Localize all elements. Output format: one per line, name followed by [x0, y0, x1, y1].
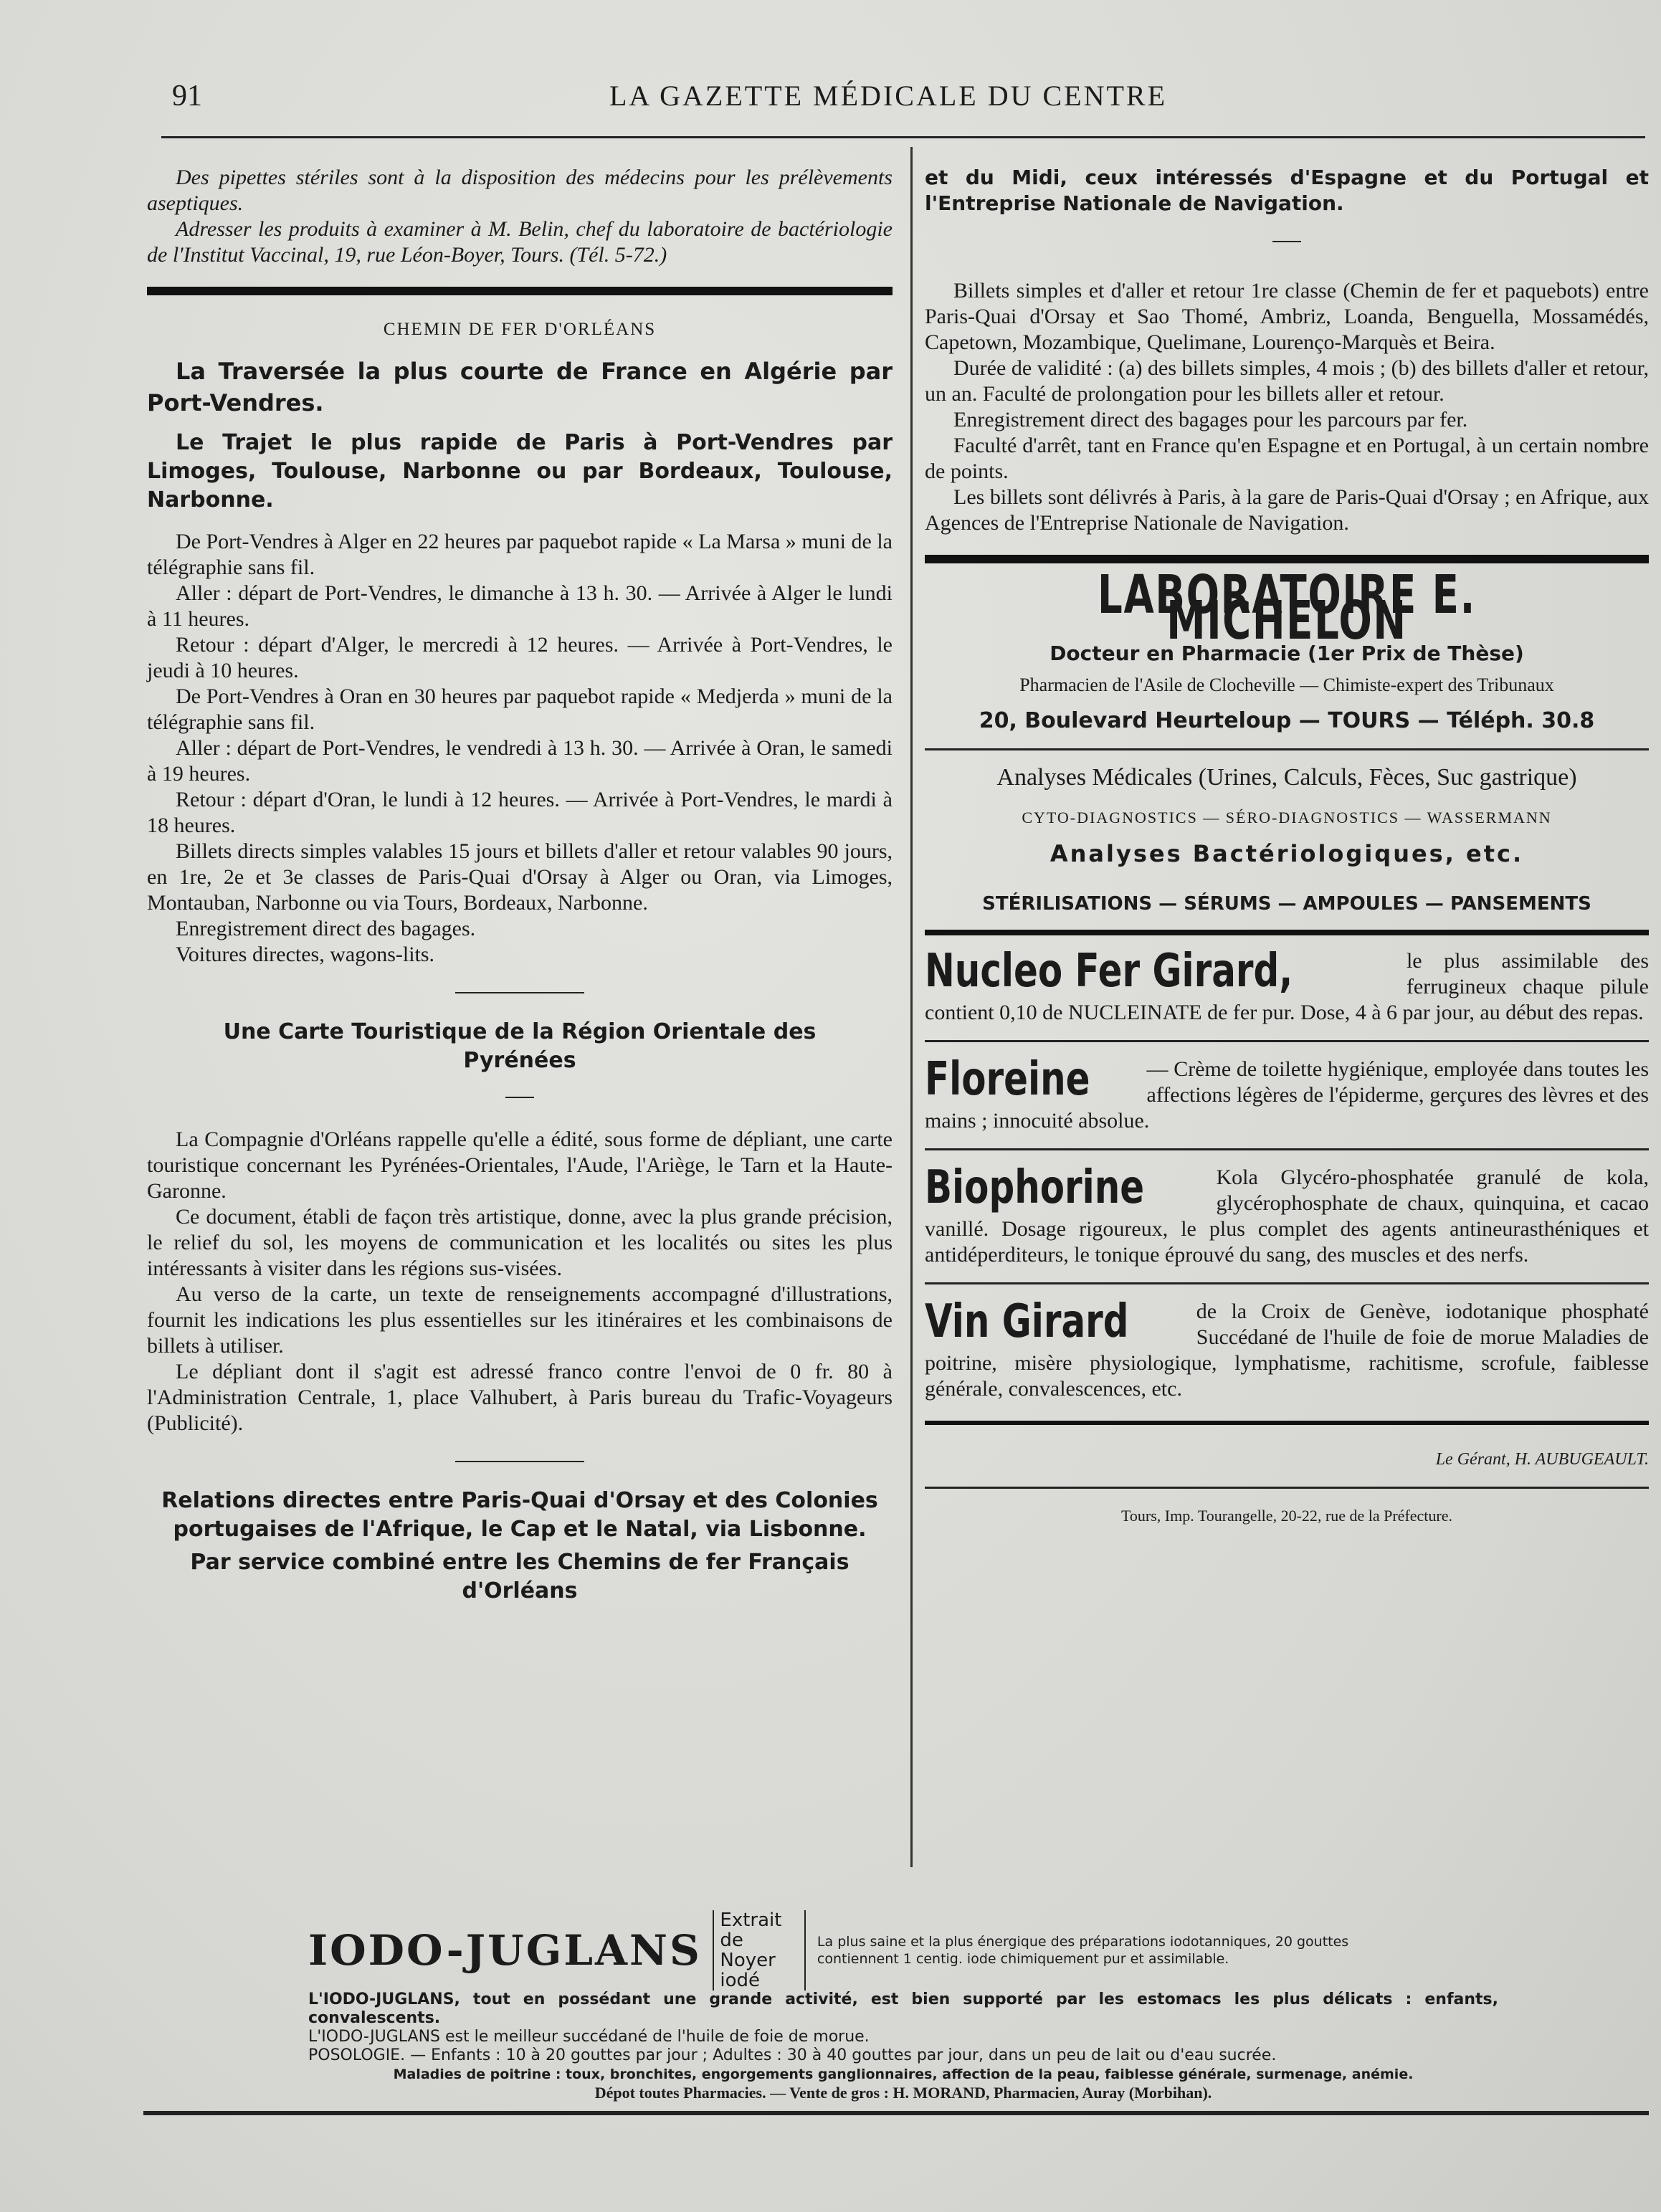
lab-address: 20, Boulevard Heurteloup — TOURS — Téléph. 30.8	[979, 708, 1595, 733]
relations-para: Enregistrement direct des bagages pour les parcours par fer.	[953, 408, 1468, 432]
ad-line: Maladies de poitrine : toux, bronchites, engorgements ganglionnaires, affection de la peau, faiblesse générale, surmenage, anémie.	[393, 2066, 1414, 2082]
product-ad	[925, 1165, 1649, 1268]
product-rule	[925, 1282, 1649, 1284]
section-rule	[925, 930, 1649, 935]
railway-para: Billets directs simples valables 15 jours et billets d'aller et retour valables 90 jours, en 1re, 2e et 3e classes de Paris-Quai d'Orsay à Alger ou Oran, via Limoges, Montauban, Narbonne ou via Tours, Bordeaux, Narbonne.	[147, 839, 893, 915]
intro-para-1: Des pipettes stériles sont à la disposition des médecins pour les prélèvements aseptiques.	[147, 166, 893, 215]
lab-line: CYTO-DIAGNOSTICS — SÉRO-DIAGNOSTICS — WASSERMANN	[1022, 809, 1552, 826]
ad-box: Extrait de Noyer iodé	[713, 1910, 806, 1991]
ad-line: L'IODO-JUGLANS, tout en possédant une grande activité, est bien supporté par les estomacs les plus délicats : enfants, convalescents.	[308, 1991, 1498, 2027]
product-name: Floreine	[925, 1057, 1090, 1106]
ad-title: IODO-JUGLANS	[308, 1926, 702, 1975]
lab-line: Docteur en Pharmacie (1er Prix de Thèse)	[1050, 642, 1524, 665]
product-text: le plus assimilable des ferrugineux chaque pilule contient 0,10 de NUCLEINATE de fer pur. Dose, 4 à 6 par jour, au début des repas.	[925, 949, 1649, 1024]
product-name: Vin Girard	[925, 1299, 1129, 1348]
lab-line: Pharmacien de l'Asile de Clocheville — Chimiste-expert des Tribunaux	[1019, 674, 1554, 695]
product-name: Biophorine	[925, 1165, 1145, 1214]
product-rule	[925, 1148, 1649, 1150]
lab-line: STÉRILISATIONS — SÉRUMS — AMPOULES — PANSEMENTS	[982, 893, 1591, 915]
product-ad	[925, 1299, 1649, 1402]
section-rule	[147, 287, 893, 295]
railway-para: Enregistrement direct des bagages.	[176, 917, 476, 940]
carte-title: Une Carte Touristique de la Région Orientale des Pyrénées	[223, 1019, 817, 1073]
ad-line: L'IODO-JUGLANS est le meilleur succédané de l'huile de foie de morue.	[308, 2028, 870, 2046]
ad-side-text: La plus saine et la plus énergique des préparations iodotanniques, 20 gouttes contiennent 1 centig. iode chimiquement pur et assimilable.	[817, 1934, 1349, 1967]
sig-rule	[925, 1487, 1649, 1489]
ad-line: POSOLOGIE. — Enfants : 10 à 20 gouttes par jour ; Adultes : 30 à 40 gouttes par jour, dans un peu de lait ou d'eau sucrée.	[308, 2046, 1277, 2064]
header-rule	[161, 136, 1645, 138]
product-name: Nucleo Fer Girard,	[925, 948, 1293, 998]
relations-title: Relations directes entre Paris-Quai d'Orsay et des Colonies portugaises de l'Afrique, le Cap et le Natal, via Lisbonne.	[161, 1488, 878, 1542]
carte-para: La Compagnie d'Orléans rappelle qu'elle a édité, sous forme de dépliant, une carte touristique concernant les Pyrénées-Orientales, l'Aude, l'Ariège, le Tarn et la Haute-Garonne.	[147, 1128, 893, 1203]
journal-title: LA GAZETTE MÉDICALE DU CENTRE	[609, 80, 1168, 112]
railway-label: CHEMIN DE FER D'ORLÉANS	[383, 320, 657, 339]
lab-line: Analyses Bactériologiques, etc.	[1050, 840, 1524, 867]
railway-subtitle: Le Trajet le plus rapide de Paris à Port-Vendres par Limoges, Toulouse, Narbonne ou par Bordeaux, Toulouse, Narbonne.	[147, 430, 893, 513]
product-text: de la Croix de Genève, iodotanique phosphaté Succédané de l'huile de foie de morue Maladies de poitrine, misère physiologique, lymphatisme, rachitisme, scrofule, faiblesse générale, convalescences, etc.	[925, 1300, 1649, 1401]
page-number: 91	[172, 80, 202, 113]
product-text: — Crème de toilette hygiénique, employée dans toutes les affections légères de l'épiderme, gerçures des lèvres et des mains ; innocuité absolue.	[925, 1057, 1649, 1133]
railway-para: De Port-Vendres à Alger en 22 heures par paquebot rapide « La Marsa » muni de la télégraphie sans fil.	[147, 530, 893, 579]
ad-line: Dépot toutes Pharmacies. — Vente de gros : H. MORAND, Pharmacien, Auray (Morbihan).	[594, 2084, 1212, 2102]
lab-line: Analyses Médicales (Urines, Calculs, Fèces, Suc gastrique)	[996, 764, 1577, 791]
relations-para: Durée de validité : (a) des billets simples, 4 mois ; (b) des billets d'aller et retour, un an. Faculté de prolongation pour les billets aller et retour.	[925, 356, 1649, 406]
railway-para: Aller : départ de Port-Vendres, le dimanche à 13 h. 30. — Arrivée à Alger le lundi à 11 heures.	[147, 581, 893, 631]
section-rule	[925, 1421, 1649, 1425]
iodo-juglans-ad	[308, 1910, 1498, 2102]
dash-rule	[1272, 241, 1301, 242]
railway-para: Retour : départ d'Oran, le lundi à 12 heures. — Arrivée à Port-Vendres, le mardi à 18 heures.	[147, 788, 893, 837]
right-column	[925, 165, 1649, 1529]
relations-continued: et du Midi, ceux intéressés d'Espagne et du Portugal et l'Entreprise Nationale de Navigation.	[925, 166, 1649, 215]
intro-para-2: Adresser les produits à examiner à M. Belin, chef du laboratoire de bactériologie de l'Institut Vaccinal, 19, rue Léon-Boyer, Tours. (Tél. 5-72.)	[147, 217, 893, 267]
left-column	[147, 165, 893, 1606]
signature: Le Gérant, H. AUBUGEAULT.	[1435, 1450, 1649, 1469]
product-rule	[925, 1040, 1649, 1042]
carte-para: Au verso de la carte, un texte de renseignements accompagné d'illustrations, fournit les indications les plus essentielles sur les itinéraires et les combinaisons de billets à utiliser.	[147, 1282, 893, 1358]
relations-para: Les billets sont délivrés à Paris, à la gare de Paris-Quai d'Orsay ; en Afrique, aux Agences de l'Entreprise Nationale de Navigation.	[925, 485, 1649, 535]
product-text: Kola Glycéro-phosphatée granulé de kola, glycérophosphate de chaux, quinquina, et cacao vanillé. Dosage rigoureux, le plus complet des agents antineurasthéniques et antidéperditeurs, le tonique éprouvé du sang, des muscles et des nerfs.	[925, 1165, 1649, 1267]
lab-name: LABORATOIRE E. MICHELON	[1098, 564, 1476, 652]
railway-para: De Port-Vendres à Oran en 30 heures par paquebot rapide « Medjerda » muni de la télégraphie sans fil.	[147, 685, 893, 734]
relations-lead: Par service combiné entre les Chemins de fer Français d'Orléans	[190, 1550, 849, 1603]
product-ad	[925, 1057, 1649, 1134]
page-header	[143, 79, 1649, 122]
short-rule	[455, 992, 584, 993]
lab-rule	[925, 748, 1649, 750]
railway-para: Aller : départ de Port-Vendres, le vendredi à 13 h. 30. — Arrivée à Oran, le samedi à 19 heures.	[147, 736, 893, 786]
carte-para: Le dépliant dont il s'agit est adressé franco contre l'envoi de 0 fr. 80 à l'Administration Centrale, 1, place Valhubert, à Paris bureau du Trafic-Voyageurs (Publicité).	[147, 1360, 893, 1435]
printer-line: Tours, Imp. Tourangelle, 20-22, rue de la Préfecture.	[1120, 1507, 1453, 1525]
relations-para: Billets simples et d'aller et retour 1re classe (Chemin de fer et paquebots) entre Paris-Quai d'Orsay et Sao Thomé, Ambriz, Loanda, Benguella, Mossamédés, Capetown, Mozambique, Quelimane, Lourenço-Marquès et Beira.	[925, 279, 1649, 354]
railway-para: Retour : départ d'Alger, le mercredi à 12 heures. — Arrivée à Port-Vendres, le jeudi à 10 heures.	[147, 633, 893, 682]
railway-title: La Traversée la plus courte de France en Algérie par Port-Vendres.	[147, 358, 893, 416]
column-divider	[910, 147, 913, 1867]
railway-para: Voitures directes, wagons-lits.	[176, 943, 435, 966]
carte-para: Ce document, établi de façon très artistique, donne, avec la plus grande précision, le relief du sol, les moyens de communication et les localités ou sites les plus intéressants à visiter dans les régions sus-visées.	[147, 1205, 893, 1280]
relations-para: Faculté d'arrêt, tant en France qu'en Espagne et en Portugal, à un certain nombre de points.	[925, 434, 1649, 483]
bottom-rule	[143, 2111, 1649, 2115]
short-rule	[455, 1461, 584, 1462]
product-ad	[925, 948, 1649, 1026]
section-rule	[925, 555, 1649, 563]
dash-rule	[505, 1097, 534, 1098]
